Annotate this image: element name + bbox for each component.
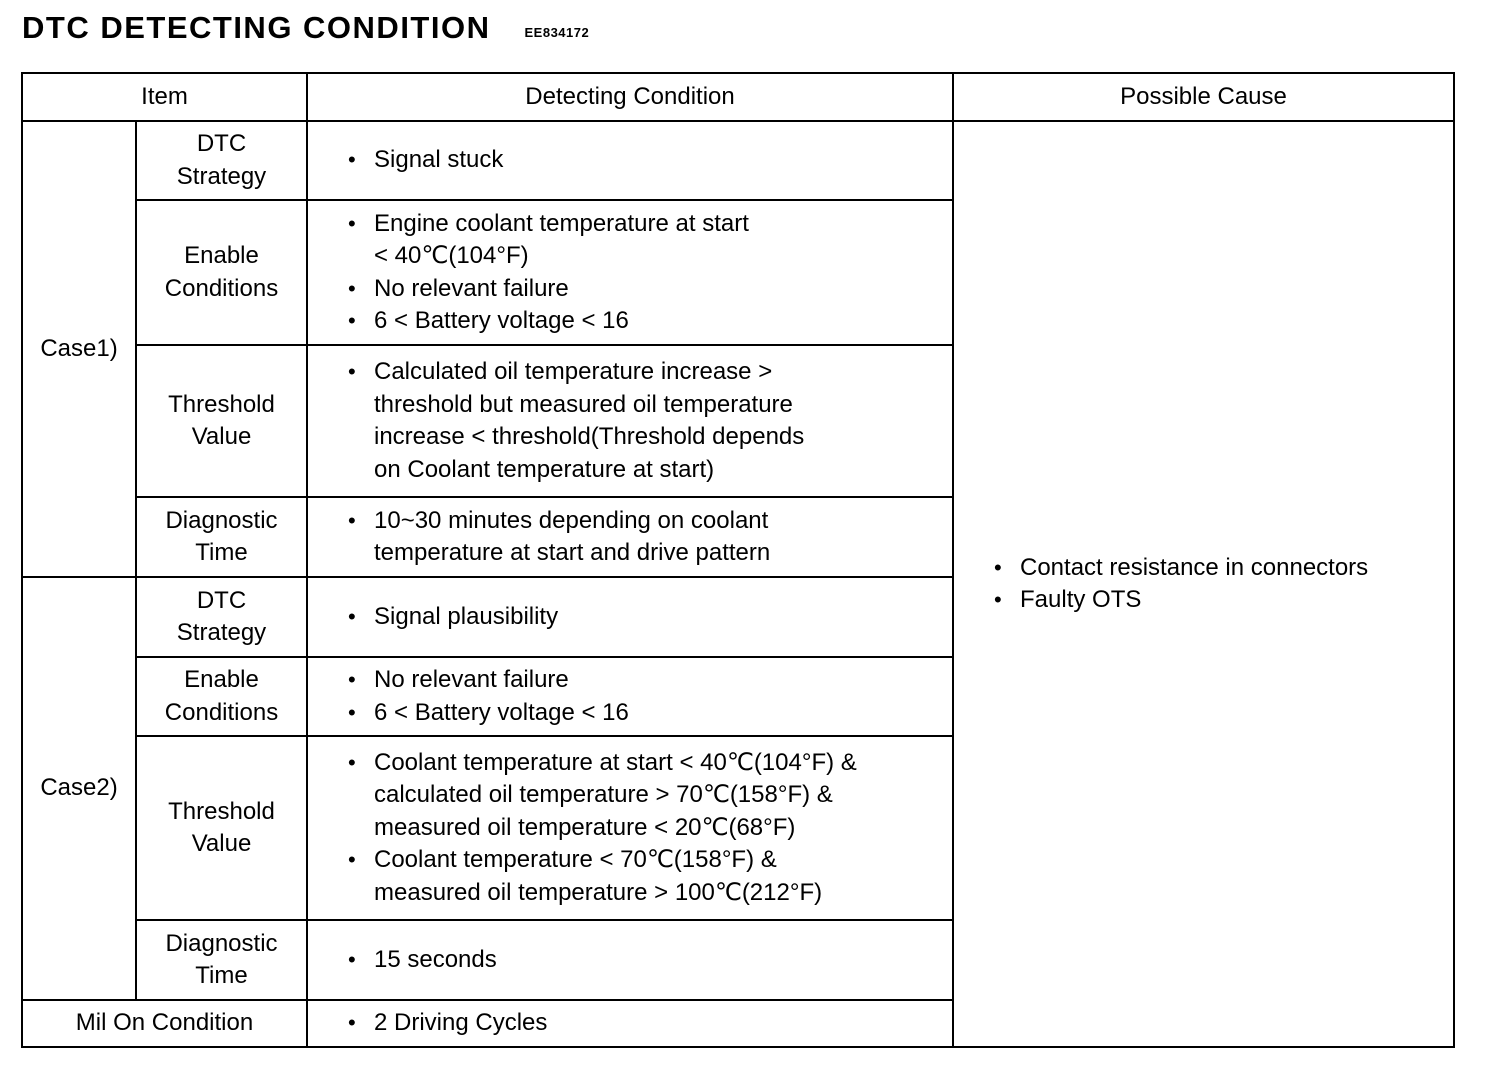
list-item: • Coolant temperature < 70℃(158°F) & measured oil temperature > 100℃(212°F)	[344, 844, 946, 909]
possible-cause-cell	[953, 121, 1454, 1047]
mil-label: Mil On Condition	[22, 1000, 307, 1047]
case1-enable-label: Enable Conditions	[136, 200, 307, 345]
list-item: • Coolant temperature at start < 40℃(104°F) & calculated oil temperature > 70℃(158°F) & measured oil temperature < 20℃(68°F)	[344, 747, 946, 845]
list-item: • Signal stuck	[344, 144, 946, 177]
mil-condition	[307, 1000, 953, 1047]
case2-threshold-label: Threshold Value	[136, 736, 307, 920]
header-detecting-condition: Detecting Condition	[307, 73, 953, 121]
page-title: DTC DETECTING CONDITION	[22, 10, 491, 45]
list-item: • Calculated oil temperature increase > threshold but measured oil temperature increase < threshold(Threshold depends on Coolant temperature at start)	[344, 356, 946, 486]
case2-strategy-condition	[307, 577, 953, 657]
header-item: Item	[22, 73, 307, 121]
case2-enable-condition	[307, 657, 953, 736]
list-item: • 6 < Battery voltage < 16	[344, 305, 946, 338]
list-item: • No relevant failure	[344, 664, 946, 697]
case1-threshold-condition	[307, 345, 953, 497]
case1-strategy-label: DTC Strategy	[136, 121, 307, 200]
list-item: • 10~30 minutes depending on coolant temperature at start and drive pattern	[344, 505, 946, 570]
case2-diag-time-condition	[307, 920, 953, 1000]
case1-enable-condition	[307, 200, 953, 345]
header-possible-cause: Possible Cause	[953, 73, 1454, 121]
list-item: • 15 seconds	[344, 944, 946, 977]
case2-diag-time-label: Diagnostic Time	[136, 920, 307, 1000]
table-row	[22, 121, 1454, 200]
case2-label: Case2)	[22, 577, 136, 1000]
case2-strategy-label: DTC Strategy	[136, 577, 307, 657]
list-item: • Engine coolant temperature at start < 40℃(104°F)	[344, 208, 946, 273]
case1-threshold-label: Threshold Value	[136, 345, 307, 497]
case1-diag-time-condition	[307, 497, 953, 577]
case1-diag-time-label: Diagnostic Time	[136, 497, 307, 577]
list-item: • Signal plausibility	[344, 601, 946, 634]
case1-strategy-condition	[307, 121, 953, 200]
list-item: • Contact resistance in connectors	[990, 552, 1453, 585]
list-item: • No relevant failure	[344, 273, 946, 306]
case2-enable-label: Enable Conditions	[136, 657, 307, 736]
page-header	[22, 6, 589, 50]
dtc-table	[21, 72, 1455, 1048]
case1-label: Case1)	[22, 121, 136, 577]
list-item: • 2 Driving Cycles	[344, 1007, 946, 1040]
list-item: • 6 < Battery voltage < 16	[344, 697, 946, 730]
list-item: • Faulty OTS	[990, 584, 1453, 617]
document-code: EE834172	[524, 24, 590, 40]
header-row	[22, 73, 1454, 121]
case2-threshold-condition	[307, 736, 953, 920]
